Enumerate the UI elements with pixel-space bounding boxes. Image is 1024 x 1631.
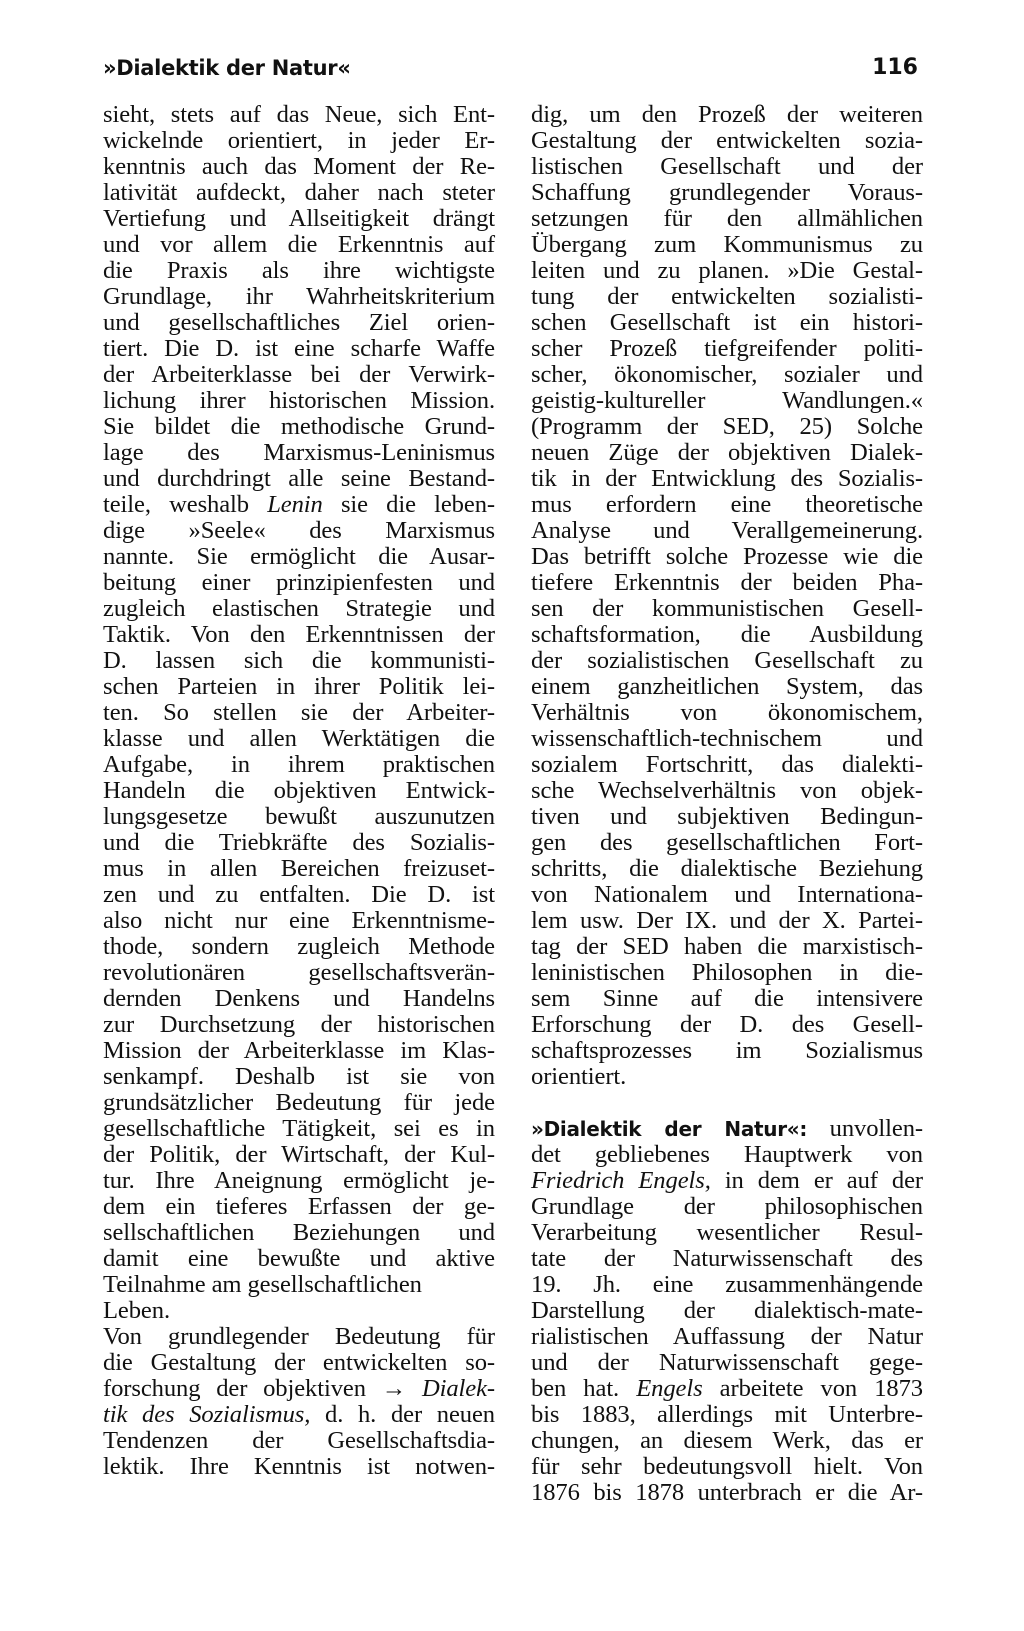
text-line: sozialem Fortschritt, das dialekti- [531,751,923,778]
text-line: der Politik, der Wirtschaft, der Kul- [103,1141,495,1168]
text-line: ten. So stellen sie der Arbeiter- [103,699,495,726]
text-line: und gesellschaftliches Ziel orien- [103,309,495,336]
text-line: 19. Jh. eine zusammenhängende [531,1271,923,1298]
text-line: bis 1883, allerdings mit Unterbre- [531,1401,923,1428]
text-line: tate der Naturwissenschaft des [531,1245,923,1272]
page-number: 116 [872,55,918,80]
text-line: Tendenzen der Gesellschaftsdia- [103,1427,495,1454]
cross-reference-link[interactable]: Dialek- [421,1375,495,1402]
text-line: sieht, stets auf das Neue, sich Ent- [103,101,495,128]
text-line: Handeln die objektiven Entwick- [103,777,495,804]
text-line: kenntnis auch das Moment der Re- [103,153,495,180]
text-line: die Praxis als ihre wichtigste [103,257,495,284]
text-line: lage des Marxismus-Leninismus [103,439,495,466]
text-line: für sehr bedeutungsvoll hielt. Von [531,1453,923,1480]
text-line: leninistischen Philosophen in die- [531,959,923,986]
text-line: wickelnde orientiert, in jeder Er- [103,127,495,154]
text-line: dem ein tieferes Erfassen der ge- [103,1193,495,1220]
text-line [531,1376,923,1402]
text-line: mus erfordern eine theoretische [531,491,923,518]
text-line: Taktik. Von den Erkenntnissen der [103,621,495,648]
text-line: Vertiefung und Allseitigkeit drängt [103,205,495,232]
text-line: zugleich elastischen Strategie und [103,595,495,622]
text-line: lungsgesetze bewußt auszunutzen [103,803,495,830]
text-line: Erforschung der D. des Gesell- [531,1011,923,1038]
text-line: Darstellung der dialektisch-mate- [531,1297,923,1324]
text-line: tiefere Erkenntnis der beiden Pha- [531,569,923,596]
text-line: lem usw. Der IX. und der X. Partei- [531,907,923,934]
text-line: Von grundlegender Bedeutung für [103,1323,495,1350]
text-line: schaftsformation, die Ausbildung [531,621,923,648]
text-line: geistig-kultureller Wandlungen.« [531,387,923,414]
text-line: neuen Züge der objektiven Dialek- [531,439,923,466]
text-line: klasse und allen Werktätigen die [103,725,495,752]
text-line: det gebliebenes Hauptwerk von [531,1141,923,1168]
text-line: der sozialistischen Gesellschaft zu [531,647,923,674]
page-header [103,52,920,92]
text-line: tag der SED haben die marxistisch- [531,933,923,960]
text-line: sellschaftlichen Beziehungen und [103,1219,495,1246]
text-line: Gestaltung der entwickelten sozia- [531,127,923,154]
author-name-lenin: Lenin [267,491,323,518]
text-line: Verhältnis von ökonomischem, [531,699,923,726]
text-line: scher, ökonomischer, sozialer und [531,361,923,388]
text-line: schen Parteien in ihrer Politik lei- [103,673,495,700]
text-line: scher Prozeß tiefgreifender politi- [531,335,923,362]
text-line: also nicht nur eine Erkenntnisme- [103,907,495,934]
text-line: schaftsprozesses im Sozialismus [531,1037,923,1064]
text-line: Das betrifft solche Prozesse wie die [531,543,923,570]
left-column [103,102,495,1480]
text-line: tik in der Entwicklung des Sozialis- [531,465,923,492]
text-fragment: ben hat. [531,1375,620,1402]
text-line: und vor allem die Erkenntnis auf [103,231,495,258]
text-line: von Nationalem und Internationa- [531,881,923,908]
text-fragment: in dem er auf der [724,1167,923,1194]
text-line: tung der entwickelten sozialisti- [531,283,923,310]
text-fragment: forschung der objektiven → [103,1375,407,1402]
text-line: gesellschaftliche Tätigkeit, sei es in [103,1115,495,1142]
right-column [531,102,923,1506]
text-line: zur Durchsetzung der historischen [103,1011,495,1038]
text-line: die Gestaltung der entwickelten so- [103,1349,495,1376]
text-line: dige »Seele« des Marxismus [103,517,495,544]
text-line: Grundlage, ihr Wahrheitskriterium [103,283,495,310]
text-line: lichung ihrer historischen Mission. [103,387,495,414]
text-line [531,1168,923,1194]
text-line: lativität aufdeckt, daher nach steter [103,179,495,206]
text-line: D. lassen sich die kommunisti- [103,647,495,674]
text-line: orientiert. [531,1063,627,1090]
text-line: Mission der Arbeiterklasse im Klas- [103,1037,495,1064]
text-line: senkampf. Deshalb ist sie von [103,1063,495,1090]
text-line: Übergang zum Kommunismus zu [531,231,923,258]
text-line: einem ganzheitlichen System, das [531,673,923,700]
author-name-engels-short: Engels [636,1375,703,1402]
entry-heading-line [531,1116,923,1142]
text-line: schen Gesellschaft ist ein histori- [531,309,923,336]
text-line: Verarbeitung wesentlicher Resul- [531,1219,923,1246]
text-line [103,492,495,518]
text-line: mus in allen Bereichen freizuset- [103,855,495,882]
text-line: tiert. Die D. ist eine scharfe Waffe [103,335,495,362]
text-line: sche Wechselverhältnis von objek- [531,777,923,804]
text-line: sem Sinne auf die intensivere [531,985,923,1012]
running-head: »Dialektik der Natur« [103,56,351,80]
text-line: revolutionären gesellschaftsverän- [103,959,495,986]
text-line: rialistischen Auffassung der Natur [531,1323,923,1350]
text-line: tiven und subjektiven Bedingun- [531,803,923,830]
text-line: nannte. Sie ermöglicht die Ausar- [103,543,495,570]
text-line: wissenschaftlich-technischem und [531,725,923,752]
text-line: thode, sondern zugleich Methode [103,933,495,960]
text-line: Schaffung grundlegender Voraus- [531,179,923,206]
entry-title: »Dialektik der Natur«: [531,1117,808,1141]
text-line: zen und zu entfalten. Die D. ist [103,881,495,908]
cross-reference-link-cont[interactable]: tik des Sozialismus, [103,1401,311,1428]
text-line: Leben. [103,1297,170,1324]
text-line [103,1402,495,1428]
text-line: chungen, an diesem Werk, das er [531,1427,923,1454]
text-fragment: arbeitete von 1873 [719,1375,923,1402]
text-fragment: sie die leben- [340,491,495,518]
text-line: 1876 bis 1878 unterbrach er die Ar- [531,1479,923,1506]
text-line: leiten und zu planen. »Die Gestal- [531,257,923,284]
text-line: und durchdringt alle seine Bestand- [103,465,495,492]
text-line: damit eine bewußte und aktive [103,1245,495,1272]
text-line: Sie bildet die methodische Grund- [103,413,495,440]
text-line: Grundlage der philosophischen [531,1193,923,1220]
text-line [103,1376,495,1402]
text-line: der Arbeiterklasse bei der Verwirk- [103,361,495,388]
text-line: tur. Ihre Aneignung ermöglicht je- [103,1167,495,1194]
paragraph-gap [531,1090,923,1116]
text-line: gen des gesellschaftlichen Fort- [531,829,923,856]
text-line: Analyse und Verallgemeinerung. [531,517,923,544]
text-fragment: teile, weshalb [103,491,249,518]
text-line: Aufgabe, in ihrem praktischen [103,751,495,778]
text-fragment: d. h. der neuen [325,1401,495,1428]
text-line: dig, um den Prozeß der weiteren [531,101,923,128]
text-line: listischen Gesellschaft und der [531,153,923,180]
text-line: beitung einer prinzipienfesten und [103,569,495,596]
text-line: und der Naturwissenschaft gege- [531,1349,923,1376]
text-line: grundsätzlicher Bedeutung für jede [103,1089,495,1116]
text-line: (Programm der SED, 25) Solche [531,413,923,440]
text-line: lektik. Ihre Kenntnis ist notwen- [103,1453,495,1480]
author-name-engels: Friedrich Engels, [531,1167,711,1194]
text-line: Teilnahme am gesellschaftlichen [103,1271,422,1298]
text-line: sen der kommunistischen Gesell- [531,595,923,622]
text-line: und die Triebkräfte des Sozialis- [103,829,495,856]
text-line: dernden Denkens und Handelns [103,985,495,1012]
text-line: schritts, die dialektische Beziehung [531,855,923,882]
text-fragment: unvollen- [829,1115,923,1142]
text-line: setzungen für den allmählichen [531,205,923,232]
